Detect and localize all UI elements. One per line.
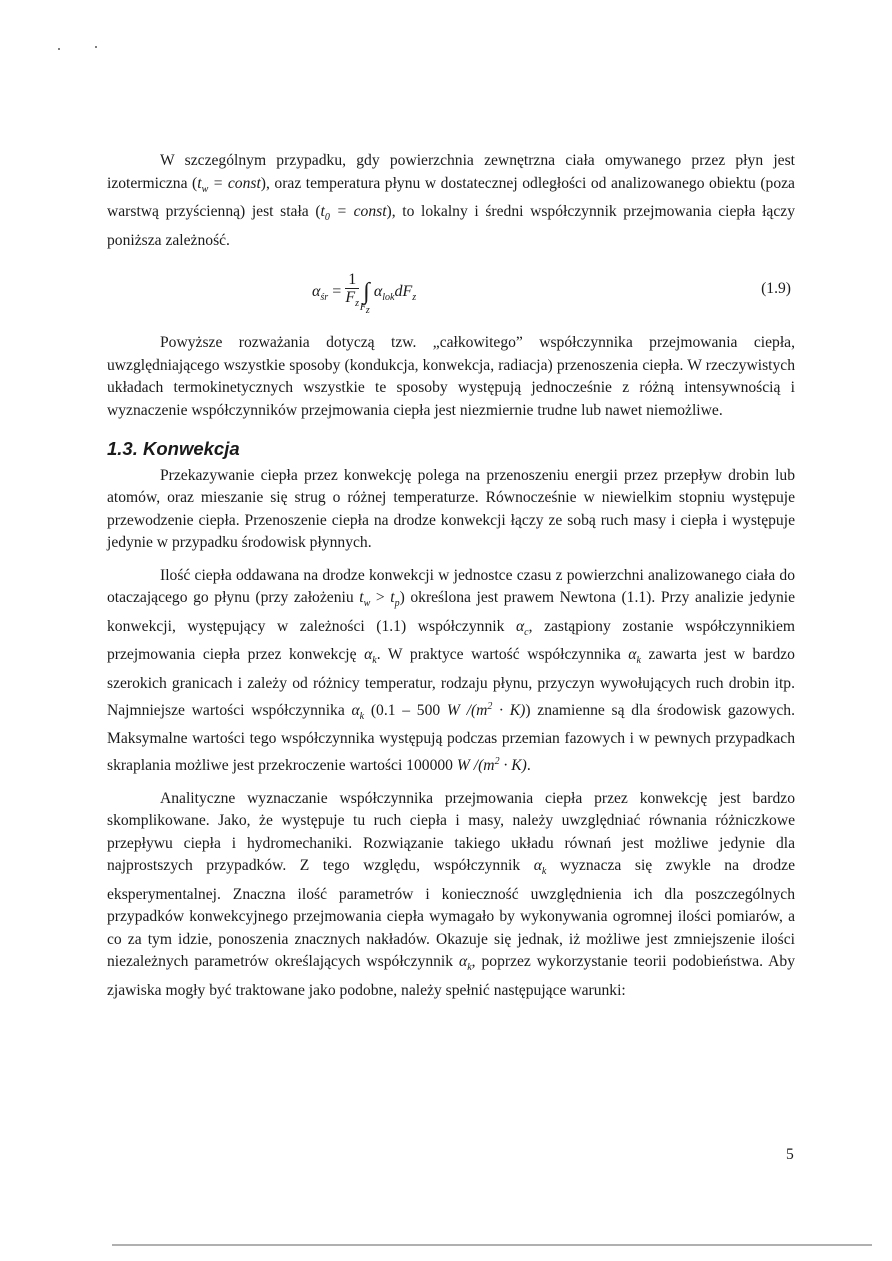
paragraph-convection-intro: Przekazywanie ciepła przez konwekcję polega na przenoszeniu energii przez przepływ drobin lub atomów, oraz mieszanie się strug o różnej temperaturze. Równocześnie w niewielkim stopniu występuje przewodzenie ciepła. Przenoszenie ciepła na drodze konwekcji łączy ze sobą ruch masy i ciepła i występuje jedynie w przypadku środowisk płynnych.: [107, 466, 795, 552]
equation-body: $\alpha_{śr}$ = $\frac{1}{F_z}$ $\int_{F_z}$ $\alpha_{lok}dF_z$: [312, 271, 417, 317]
equation-fraction: $\frac{1}{F_z}$: [345, 271, 360, 310]
equation-1-9: [107, 266, 795, 326]
paragraph-total-coefficient: Powyższe rozważania dotyczą tzw. „całkowitego” współczynnika przejmowania ciepła, uwzględniającego wszystkie sposoby (kondukcja, konwekcja, radiacja) przenoszenia ciepła. W rzeczywistych układach termokinetycznych wszystkie te sposoby występują jednocześnie z różną intensywnością i wyznaczenie współczynników przejmowania ciepła jest niezmiernie trudne lub nawet niemożliwe.: [107, 334, 795, 419]
paragraph-newton-law: Ilość ciepła oddawana na drodze konwekcji w jednostce czasu z powierzchni analizowanego ciała do otaczającego go płynu (przy założeniu $t_w > t_p$) określona jest prawem Newtona (1.1). Przy analizie jedynie konwekcji, występujący w zależności (1.1) współczynnik $\alpha_c$, zastąpiony zostanie współczynnikiem przejmowania ciepła przez konwekcję $\alpha_k$. W praktyce wartość współczynnika $\alpha_k$ zawarta jest w bardzo szerokich granicach i zależy od różnicy temperatur, rodzaju płynu, przyczyn wywołujących ruch drobin itp. Najmniejsze wartości współczynnika $\alpha_k$ (0.1 – 500 W $/(m^2 \cdot K)$) znamienne są dla środowisk gazowych. Maksymalne wartości tego współczynnika występują podczas przemian fazowych i w pewnych przypadkach skraplania możliwe jest przekroczenie wartości 100000 W $/(m^2 \cdot K)$.: [107, 566, 795, 775]
document-page: [107, 150, 795, 1002]
page-number: 5: [786, 1146, 794, 1163]
equation-number: (1.9): [761, 280, 791, 298]
scan-speck: [58, 48, 60, 50]
paragraph-analytical: Analityczne wyznaczanie współczynnika przejmowania ciepła przez konwekcję jest bardzo skomplikowane. Jako, że występuje tu ruch ciepła i masy, należy uwzględniać równania różniczkowe przepływu ciepła i hydromechaniki. Rozwiązanie takiego układu równań jest możliwe jedynie dla najprostszych przypadków. Z tego względu, współczynnik $\alpha_k$ wyznacza się zwykle na drodze eksperymentalnej. Znaczna ilość parametrów i konieczność uwzględnienia ich dla poszczególnych przypadków konwekcyjnego przejmowania ciepła wymagało by wykonywania ogromnej ilości pomiarów, a co za tym idzie, ponoszenia znacznych nakładów. Okazuje się jednak, iż możliwe jest zmniejszenie ilości niezależnych parametrów określających współczynnik $\alpha_k$, poprzez wykorzystanie teorii podobieństwa. Aby zjawiska mogły być traktowane jako podobne, należy spełnić następujące warunki:: [107, 789, 796, 999]
page-edge-rule: [112, 1244, 872, 1246]
section-heading: 1.3. Konwekcja: [107, 438, 240, 460]
scan-speck: [95, 46, 97, 48]
paragraph-isothermal: W szczególnym przypadku, gdy powierzchnia zewnętrzna ciała omywanego przez płyn jest izotermiczna ($t_w$ = const), oraz temperatura płynu w dostatecznej odległości od analizowanego obiektu (poza warstwą przyścienną) jest stała ($t_0$ = const), to lokalny i średni współczynnik przejmowania ciepła łączy poniższa zależność.: [107, 152, 795, 249]
